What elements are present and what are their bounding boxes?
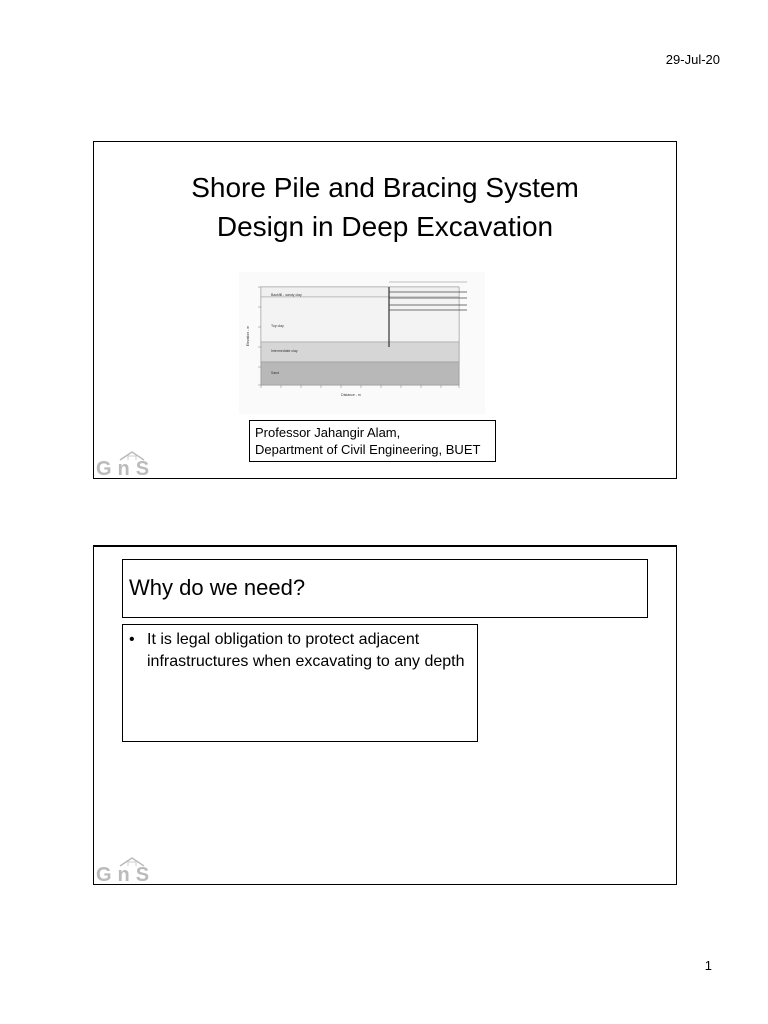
bullet-text: It is legal obligation to protect adjacent infrastructures when excavating to any depth <box>147 631 465 670</box>
author-department: Department of Civil Engineering, BUET <box>255 442 481 457</box>
gns-logo <box>94 856 170 884</box>
layer-label-top-clay: Top clay <box>271 324 284 328</box>
layer-sand <box>261 362 459 385</box>
gns-logo <box>94 450 170 478</box>
x-axis-label: Distance - m <box>341 393 361 397</box>
layer-label-intermediate-clay: Intermediate clay <box>271 349 298 353</box>
slide-2-title-box <box>122 559 648 618</box>
page-number: 1 <box>704 958 712 973</box>
author-box <box>249 420 496 462</box>
bullet-box <box>122 624 478 742</box>
gns-logo-text: GnS <box>96 458 156 478</box>
slide-1-title <box>94 168 676 246</box>
bullet-dot-icon: • <box>129 631 135 648</box>
title-line-1: Shore Pile and Bracing System <box>191 172 579 203</box>
layer-label-backfill: Backfill - sandy clay <box>271 293 302 297</box>
title-line-2: Design in Deep Excavation <box>216 211 554 242</box>
author-name: Professor Jahangir Alam, <box>255 425 401 440</box>
y-axis-label: Elevation - m <box>246 325 250 347</box>
layer-top-clay <box>261 297 459 342</box>
slide-2-title: Why do we need? <box>129 575 306 600</box>
slide-1 <box>93 141 677 479</box>
slide-2 <box>93 545 677 885</box>
page-date: 29-Jul-20 <box>665 52 720 67</box>
gns-logo-text: GnS <box>96 864 156 884</box>
excavation-cross-section-figure <box>239 272 485 414</box>
layer-label-sand: Sand <box>271 371 280 375</box>
